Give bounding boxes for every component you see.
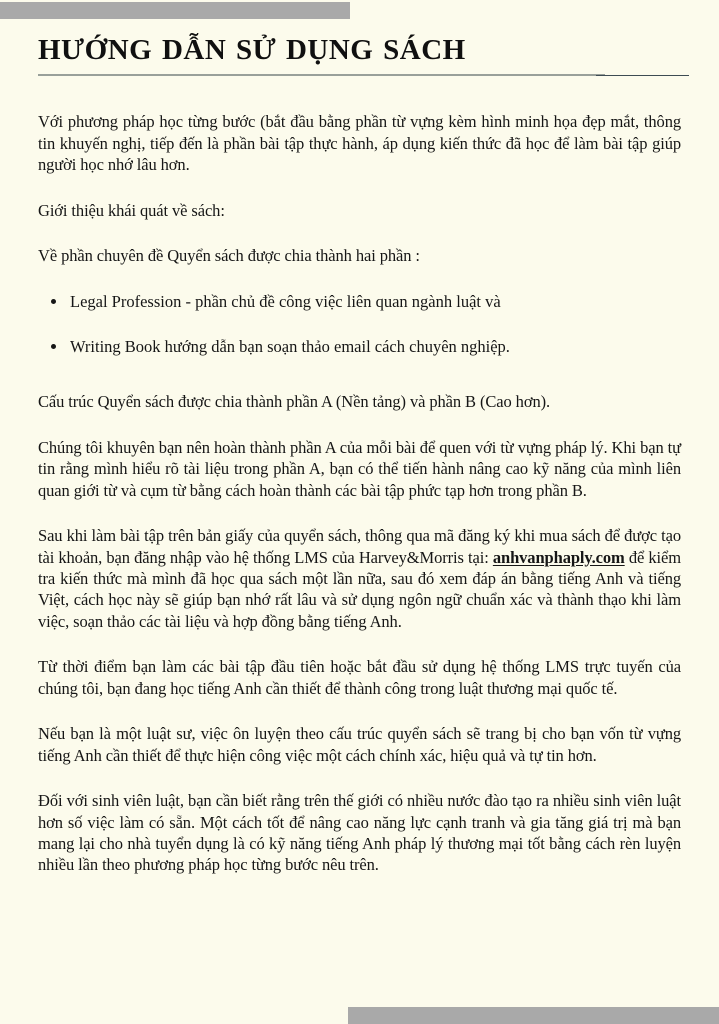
bottom-accent-bar (348, 1007, 719, 1024)
overview-label: Giới thiệu khái quát về sách: (38, 200, 225, 220)
list-item-writing-book: • Writing Book hướng dẫn bạn soạn thảo email cách chuyên nghiệp. (68, 336, 681, 357)
book-parts-list (38, 291, 681, 358)
title-underline-dark-segment (596, 75, 689, 76)
structure-paragraph: Cấu trúc Quyển sách được chia thành phần A (Nền tảng) và phần B (Cao hơn). (38, 392, 551, 412)
title-underline-gray-segment (38, 74, 605, 76)
body-text (38, 111, 681, 876)
website-link[interactable]: anhvanphaply.com (492, 547, 625, 567)
title-underline (38, 74, 681, 77)
recommendation-paragraph: Chúng tôi khuyên bạn nên hoàn thành phần A của mỗi bài để quen với từ vựng pháp lý. Khi bạn tự tin rằng mình hiểu rõ tài liệu trong phần A, bạn có thể tiến hành nâng cao kỹ năng của mình liên quan giới từ và cụm từ bằng cách hoàn thành các bài tập phức tạp hơn trong phần B. (38, 437, 681, 500)
list-item-legal-profession: • Legal Profession - phần chủ đề công việc liên quan ngành luật và (68, 291, 681, 312)
parts-intro-paragraph: Về phần chuyên đề Quyển sách được chia thành hai phần : (38, 246, 420, 266)
lms-timeline-paragraph: Từ thời điểm bạn làm các bài tập đầu tiên hoặc bắt đầu sử dụng hệ thống LMS trực tuyến của chúng tôi, bạn đang học tiếng Anh cần thiết để thành công trong luật thương mại quốc tế. (38, 657, 681, 698)
page-title: HƯỚNG DẪN SỬ DỤNG SÁCH (38, 34, 466, 66)
student-paragraph: Đối với sinh viên luật, bạn cần biết rằng trên thế giới có nhiều nước đào tạo ra nhiều sinh viên luật hơn số việc làm có sẵn. Một cách tốt để nâng cao năng lực cạnh tranh và gia tăng giá trị mà bạn mang lại cho nhà tuyển dụng là có kỹ năng tiếng Anh pháp lý thương mại tốt bằng cách rèn luyện nhiều lần theo phương pháp học từng bước nêu trên. (38, 791, 681, 875)
lms-text-before: Sau khi làm bài tập trên bản giấy của quyển sách, thông qua mã đăng ký khi mua sách để được tạo tài khoản, bạn đăng nhập vào hệ thống LMS của Harvey&Morris tại: (38, 526, 681, 567)
lms-paragraph (38, 525, 681, 632)
lawyer-paragraph: Nếu bạn là một luật sư, việc ôn luyện theo cấu trúc quyển sách sẽ trang bị cho bạn vốn từ vựng tiếng Anh cần thiết để thực hiện công việc một cách chính xác, hiệu quả và tự tin hơn. (38, 724, 681, 765)
top-accent-bar (0, 2, 350, 19)
intro-paragraph: Với phương pháp học từng bước (bắt đầu bằng phần từ vựng kèm hình minh họa đẹp mắt, thông tin khuyến nghị, tiếp đến là phần bài tập thực hành, áp dụng kiến thức đã học để làm bài tập giúp người học nhớ lâu hơn. (38, 112, 681, 175)
lms-text-after: để kiểm tra kiến thức mà mình đã học qua sách một lần nữa, sau đó xem đáp án bằng tiếng Anh và tiếng Việt, cách học này sẽ giúp bạn nhớ rất lâu và sử dụng ngôn ngữ chuẩn xác và thành thạo khi làm việc, soạn thảo các tài liệu và hợp đồng bằng tiếng Anh. (38, 547, 681, 631)
